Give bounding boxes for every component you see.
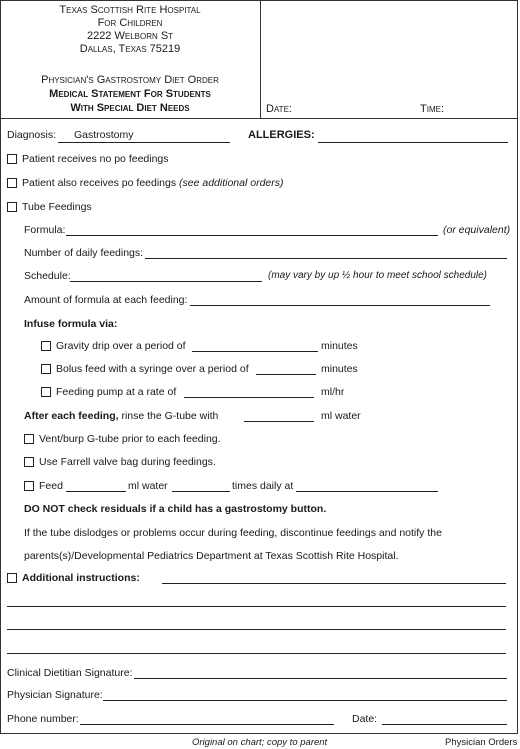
po-checkbox[interactable] xyxy=(7,178,17,188)
additional-label: Additional instructions: xyxy=(22,572,140,584)
vent-checkbox[interactable] xyxy=(24,434,34,444)
no-po-label: Patient receives no po feedings xyxy=(22,153,169,165)
gravity-checkbox[interactable] xyxy=(41,341,51,351)
pump-label: Feeding pump at a rate of xyxy=(56,386,177,398)
feed-label: Feed xyxy=(39,480,63,492)
schedule-note: (may vary by up ½ hour to meet school schedule) xyxy=(268,270,487,281)
schedule-label: Schedule: xyxy=(24,270,71,282)
after-feeding-rest: rinse the G-tube with xyxy=(118,410,219,422)
org-street: 2222 Welborn St xyxy=(86,30,174,42)
physician-signature-label: Physician Signature: xyxy=(7,689,103,701)
gravity-line[interactable] xyxy=(192,351,318,352)
daily-feedings-line[interactable] xyxy=(145,258,507,259)
formula-note: (or equivalent) xyxy=(443,224,511,236)
vent-label: Vent/burp G-tube prior to each feeding. xyxy=(39,433,221,445)
farrell-label: Use Farrell valve bag during feedings. xyxy=(39,456,216,468)
residuals-warning: DO NOT check residuals if a child has a gastrostomy button. xyxy=(24,503,327,515)
dislodge-text-2: parents(s)/Developmental Pediatrics Department at Texas Scottish Rite Hospital. xyxy=(24,550,399,562)
feed-times-line[interactable] xyxy=(172,491,230,492)
amount-line[interactable] xyxy=(190,305,490,306)
header-divider xyxy=(260,0,261,118)
bolus-checkbox[interactable] xyxy=(41,364,51,374)
form-subtitle-1: Medical Statement For Students xyxy=(49,88,211,100)
po-label-text: Patient also receives po feedings xyxy=(22,177,180,189)
org-city: Dallas, Texas 75219 xyxy=(79,43,181,55)
header-date-label: Date: xyxy=(266,103,292,115)
footer-orders-label: Physician Orders xyxy=(445,737,518,748)
infuse-title: Infuse formula via: xyxy=(24,318,118,330)
bolus-unit: minutes xyxy=(321,363,358,375)
gravity-label: Gravity drip over a period of xyxy=(56,340,186,352)
phone-label: Phone number: xyxy=(7,713,79,725)
formula-line[interactable] xyxy=(66,235,438,236)
feed-checkbox[interactable] xyxy=(24,481,34,491)
form-subtitle-2: With Special Diet Needs xyxy=(70,102,190,114)
diagnosis-value[interactable]: Gastrostomy xyxy=(74,129,134,141)
additional-line-1[interactable] xyxy=(162,583,506,584)
rinse-unit: ml water xyxy=(321,410,361,422)
gravity-unit: minutes xyxy=(321,340,358,352)
no-po-checkbox[interactable] xyxy=(7,154,17,164)
additional-line-3[interactable] xyxy=(7,629,506,630)
after-feeding-text xyxy=(24,410,218,422)
bolus-line[interactable] xyxy=(256,374,316,375)
amount-label: Amount of formula at each feeding: xyxy=(24,294,188,306)
physician-signature-line[interactable] xyxy=(103,700,507,701)
tube-checkbox[interactable] xyxy=(7,202,17,212)
dislodge-text-1: If the tube dislodges or problems occur during feeding, discontinue feedings and notify the xyxy=(24,527,442,539)
bolus-label: Bolus feed with a syringe over a period of xyxy=(56,363,249,375)
additional-line-2[interactable] xyxy=(7,606,506,607)
po-label xyxy=(22,177,284,189)
signature-date-line[interactable] xyxy=(382,724,507,725)
allergies-label: ALLERGIES: xyxy=(248,129,315,141)
diagnosis-line xyxy=(58,142,230,143)
schedule-line[interactable] xyxy=(70,281,262,282)
feed-ml-unit: ml water xyxy=(128,480,168,492)
formula-label: Formula: xyxy=(24,224,66,236)
feed-at-line[interactable] xyxy=(296,491,438,492)
phone-line[interactable] xyxy=(80,724,334,725)
allergies-line[interactable] xyxy=(318,142,508,143)
pump-unit: ml/hr xyxy=(321,386,345,398)
feed-times-label: times daily at xyxy=(232,480,294,492)
org-subname: For Children xyxy=(97,17,163,29)
rinse-line[interactable] xyxy=(244,421,314,422)
additional-line-4[interactable] xyxy=(7,653,506,654)
diagnosis-label: Diagnosis: xyxy=(7,129,57,141)
daily-feedings-label: Number of daily feedings: xyxy=(24,247,144,259)
header-bottom-rule xyxy=(0,118,518,119)
after-feeding-bold: After each feeding, xyxy=(24,410,119,422)
footer-original-note: Original on chart; copy to parent xyxy=(192,737,328,748)
signature-date-label: Date: xyxy=(352,713,378,725)
header-time-label: Time: xyxy=(420,103,444,115)
dietitian-signature-line[interactable] xyxy=(134,678,507,679)
form-title: Physician's Gastrostomy Diet Order xyxy=(41,74,219,86)
po-note: (see additional orders) xyxy=(179,177,284,189)
additional-checkbox[interactable] xyxy=(7,573,17,583)
dietitian-signature-label: Clinical Dietitian Signature: xyxy=(7,667,133,679)
pump-checkbox[interactable] xyxy=(41,387,51,397)
tube-label: Tube Feedings xyxy=(22,201,92,213)
pump-line[interactable] xyxy=(184,397,314,398)
farrell-checkbox[interactable] xyxy=(24,457,34,467)
feed-ml-line[interactable] xyxy=(66,491,126,492)
org-name: Texas Scottish Rite Hospital xyxy=(59,4,201,16)
